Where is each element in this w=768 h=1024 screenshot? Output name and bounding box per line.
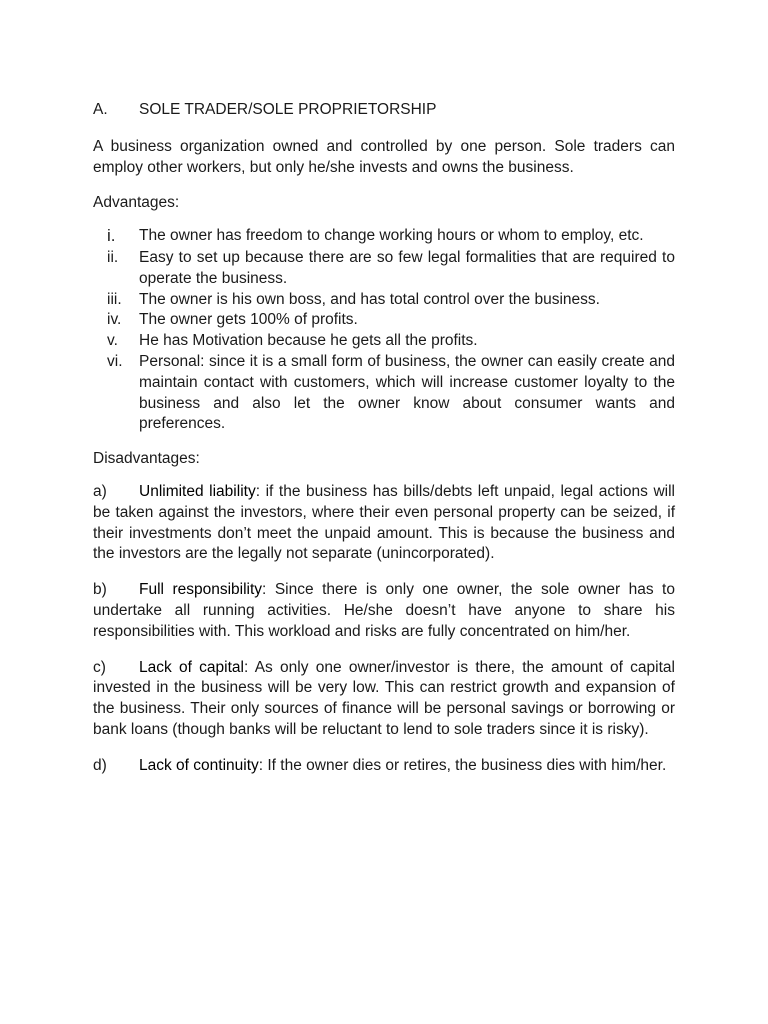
disadvantage-letter: b) <box>93 581 107 599</box>
list-item-text: The owner is his own boss, and has total control over the business. <box>139 290 600 308</box>
disadvantage-text: : As only one owner/investor is there, the amount of capital invested in the business will be very low. This can restrict growth and expansion of the business. Their only sources of finance will be personal savings or borrowing or bank loans (though banks will be reluctant to lend to sole traders since it is risky). <box>93 658 675 738</box>
disadvantage-item <box>93 756 675 777</box>
document-page <box>93 100 675 792</box>
advantages-list <box>93 226 675 435</box>
disadvantage-letter: d) <box>93 756 107 774</box>
disadvantage-term: Lack of capital <box>139 658 244 676</box>
disadvantage-item <box>93 580 675 642</box>
list-item-number: i. <box>107 226 116 246</box>
list-item <box>93 248 675 290</box>
disadvantage-letter: a) <box>93 482 107 500</box>
list-item <box>93 331 675 352</box>
disadvantage-item <box>93 482 675 565</box>
disadvantage-letter: c) <box>93 658 106 676</box>
disadvantage-term: Lack of continuity <box>139 756 259 774</box>
disadvantage-text: : Since there is only one owner, the sole owner has to undertake all running activities. He/she doesn’t have anyone to share his responsibilities with. This workload and risks are fully concentrated on him/her. <box>93 581 675 640</box>
disadvantage-text: : If the owner dies or retires, the business dies with him/her. <box>258 756 667 774</box>
list-item-text: The owner has freedom to change working hours or whom to employ, etc. <box>139 227 644 245</box>
list-item-number: vi. <box>107 352 123 370</box>
list-item-text: Easy to set up because there are so few legal formalities that are required to operate the business. <box>139 248 675 287</box>
list-item <box>93 226 675 248</box>
list-item-number: ii. <box>107 248 119 266</box>
list-item-text: Personal: since it is a small form of business, the owner can easily create and maintain contact with customers, which will increase customer loyalty to the business and also let the owner know about consumer wants and preferences. <box>139 352 675 433</box>
disadvantage-term: Full responsibility <box>139 581 263 599</box>
disadvantage-text: : if the business has bills/debts left unpaid, legal actions will be taken against the investors, where their even personal property can be seized, if their investments don’t meet the unpaid amount. This is because the business and the investors are the legally not separate (unincorporated). <box>93 482 676 563</box>
disadvantages-heading: Disadvantages: <box>93 450 200 468</box>
list-item-number: iii. <box>107 290 122 308</box>
list-item <box>93 290 675 311</box>
list-item-number: iv. <box>107 311 122 329</box>
list-item <box>93 310 675 331</box>
intro-paragraph: A business organization owned and controlled by one person. Sole traders can employ other workers, but only he/she invests and owns the business. <box>93 137 675 176</box>
list-item-number: v. <box>107 332 118 350</box>
disadvantage-item <box>93 658 675 741</box>
advantages-heading: Advantages: <box>93 194 180 212</box>
list-item-text: He has Motivation because he gets all the profits. <box>139 332 478 350</box>
list-item-text: The owner gets 100% of profits. <box>139 311 358 329</box>
section-heading <box>93 100 675 121</box>
disadvantage-term: Unlimited liability <box>139 482 256 500</box>
list-item <box>93 352 675 435</box>
section-title: SOLE TRADER/SOLE PROPRIETORSHIP <box>139 101 437 118</box>
section-number: A. <box>93 101 108 118</box>
